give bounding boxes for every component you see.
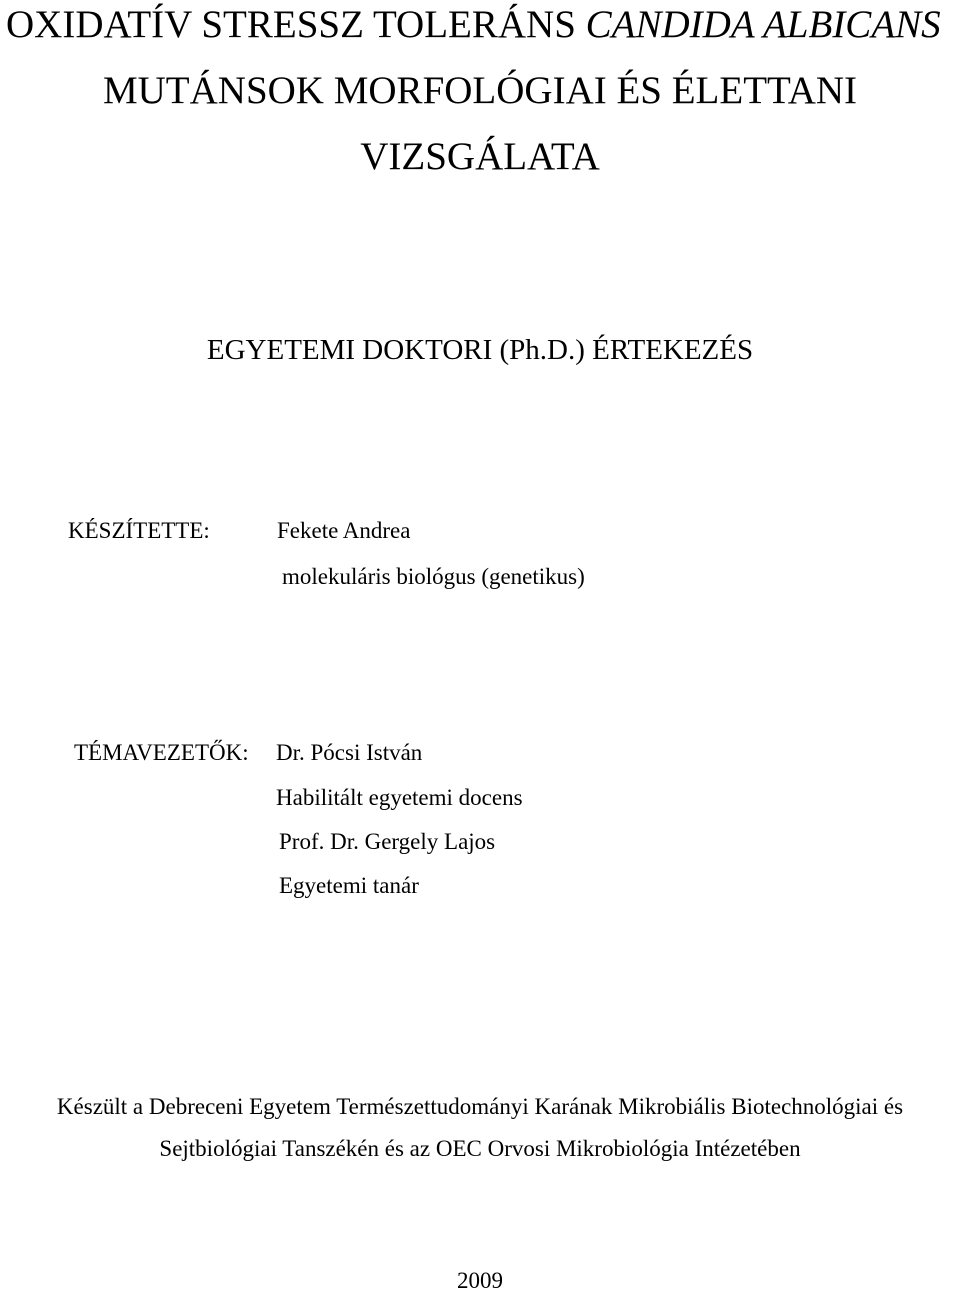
supervisor-1-name: Dr. Pócsi István [276,740,423,765]
title-line-1-text: OXIDATÍV STRESSZ TOLERÁNS [6,3,586,46]
author-name: Fekete Andrea [277,518,411,543]
title-line-3: VIZSGÁLATA [360,135,600,178]
title-organism-name: CANDIDA ALBICANS [585,3,941,46]
degree-heading: EGYETEMI DOKTORI (Ph.D.) ÉRTEKEZÉS [206,334,754,366]
supervisors-label: TÉMAVEZETŐK: [74,740,249,765]
institution-line-1: Készült a Debreceni Egyetem Természettudományi Karának Mikrobiális Biotechnológiai és [56,1094,904,1119]
supervisor-2-title: Egyetemi tanár [279,873,419,898]
author-title: molekuláris biológus (genetikus) [282,564,585,589]
supervisor-2-name: Prof. Dr. Gergely Lajos [279,829,496,854]
title-line-1 [6,2,941,47]
supervisor-1-title: Habilitált egyetemi docens [276,785,523,810]
year: 2009 [457,1268,503,1293]
author-label: KÉSZÍTETTE: [68,518,210,543]
title-line-2: MUTÁNSOK MORFOLÓGIAI ÉS ÉLETTANI [102,69,858,112]
institution-line-2: Sejtbiológiai Tanszékén és az OEC Orvosi Mikrobiológia Intézetében [159,1136,801,1161]
